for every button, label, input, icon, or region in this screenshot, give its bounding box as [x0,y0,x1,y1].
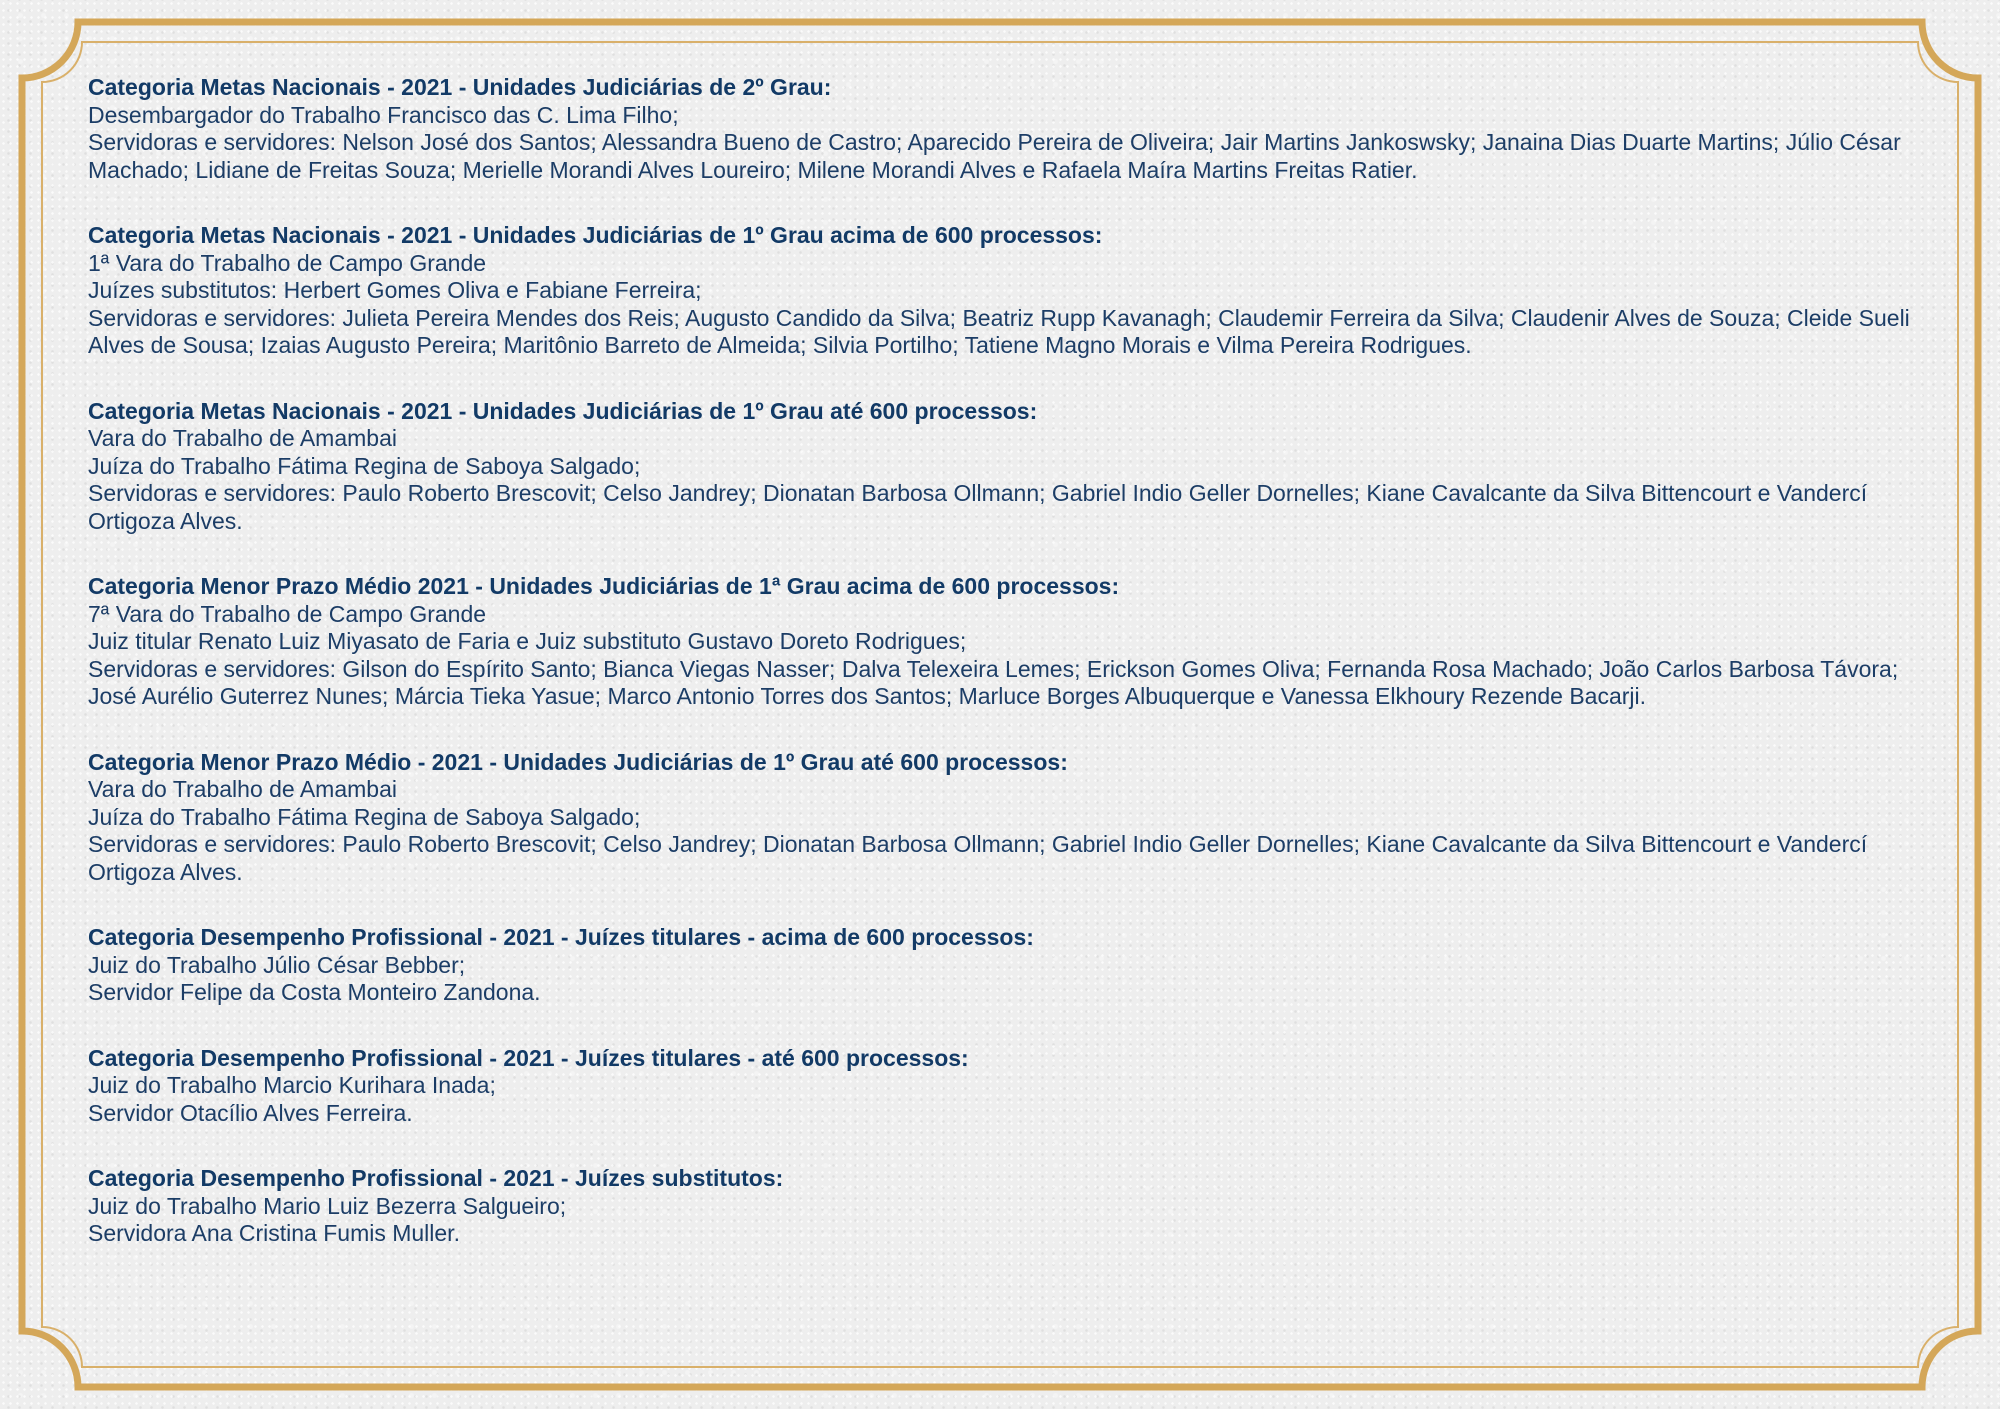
award-section [88,74,1948,184]
section-heading: Categoria Desempenho Profissional - 2021 - Juízes titulares - acima de 600 processos: [88,924,1034,950]
section-line: Juízes substitutos: Herbert Gomes Oliva e Fabiane Ferreira; [88,277,702,303]
section-line: Servidoras e servidores: Paulo Roberto Brescovit; Celso Jandrey; Dionatan Barbosa Ollmann; Gabriel Indio Geller Dornelles; Kiane Cavalcante da Silva Bittencourt e Vandercí Ortigoza Alves. [88,831,1868,885]
section-line: Juiz do Trabalho Mario Luiz Bezerra Salgueiro; [88,1192,567,1219]
section-line: Desembargador do Trabalho Francisco das C. Lima Filho; [88,101,679,128]
section-line: Juíza do Trabalho Fátima Regina de Saboya Salgado; [88,803,641,830]
section-heading: Categoria Menor Prazo Médio 2021 - Unidades Judiciárias de 1ª Grau acima de 600 processos: [88,573,1120,599]
award-section [88,1045,1948,1128]
section-line: Juíza do Trabalho Fátima Regina de Saboya Salgado; [88,452,641,479]
award-section [88,1165,1948,1248]
section-line: Juiz do Trabalho Marcio Kurihara Inada; [88,1072,496,1098]
section-heading: Categoria Metas Nacionais - 2021 - Unidades Judiciárias de 2º Grau: [88,74,832,100]
section-line: Servidoras e servidores: Paulo Roberto Brescovit; Celso Jandrey; Dionatan Barbosa Ollmann; Gabriel Indio Geller Dornelles; Kiane Cavalcante da Silva Bittencourt e Vandercí Ortigoza Alves. [88,480,1868,534]
section-line: Servidoras e servidores: Julieta Pereira Mendes dos Reis; Augusto Candido da Silva; Beatriz Rupp Kavanagh; Claudemir Ferreira da Silva; Claudenir Alves de Souza; Cleide Sueli Alves de Sousa; Izaias Augusto Pereira; Maritônio Barreto de Almeida; Silvia Portilho; Tatiene Magno Morais e Vilma Pereira Rodrigues. [88,304,1910,358]
section-line: Servidoras e servidores: Nelson José dos Santos; Alessandra Bueno de Castro; Aparecido Pereira de Oliveira; Jair Martins Jankoswsky; Janaina Dias Duarte Martins; Júlio César Machado; Lidiane de Freitas Souza; Merielle Morandi Alves Loureiro; Milene Morandi Alves e Rafaela Maíra Martins Freitas Ratier. [88,129,1901,183]
section-line: Juiz titular Renato Luiz Miyasato de Faria e Juiz substituto Gustavo Doreto Rodrigues; [88,628,967,654]
section-heading: Categoria Desempenho Profissional - 2021 - Juízes substitutos: [88,1165,784,1191]
section-line: Servidoras e servidores: Gilson do Espírito Santo; Bianca Viegas Nasser; Dalva Telexeira Lemes; Erickson Gomes Oliva; Fernanda Rosa Machado; João Carlos Barbosa Távora; José Aurélio Guterrez Nunes; Márcia Tieka Yasue; Marco Antonio Torres dos Santos; Marluce Borges Albuquerque e Vanessa Elkhoury Rezende Bacarji. [88,655,1899,709]
section-line: Servidora Ana Cristina Fumis Muller. [88,1220,460,1246]
section-line: Servidor Felipe da Costa Monteiro Zandona. [88,979,541,1005]
award-section [88,573,1948,711]
section-heading: Categoria Metas Nacionais - 2021 - Unidades Judiciárias de 1º Grau acima de 600 processos: [88,222,1103,248]
section-heading: Categoria Desempenho Profissional - 2021 - Juízes titulares - até 600 processos: [88,1044,969,1071]
award-section [88,398,1948,536]
section-line: Vara do Trabalho de Amambai [88,425,397,451]
award-section [88,749,1948,887]
section-line: Juiz do Trabalho Júlio César Bebber; [88,951,466,978]
section-line: 7ª Vara do Trabalho de Campo Grande [88,600,487,627]
award-section [88,222,1948,360]
section-heading: Categoria Metas Nacionais - 2021 - Unidades Judiciárias de 1º Grau até 600 processos: [88,397,1038,424]
award-section [88,924,1948,1007]
awards-list [88,74,1948,1286]
section-line: 1ª Vara do Trabalho de Campo Grande [88,249,487,276]
section-line: Vara do Trabalho de Amambai [88,776,397,802]
section-heading: Categoria Menor Prazo Médio - 2021 - Unidades Judiciárias de 1º Grau até 600 processos: [88,748,1068,775]
section-line: Servidor Otacílio Alves Ferreira. [88,1099,413,1126]
